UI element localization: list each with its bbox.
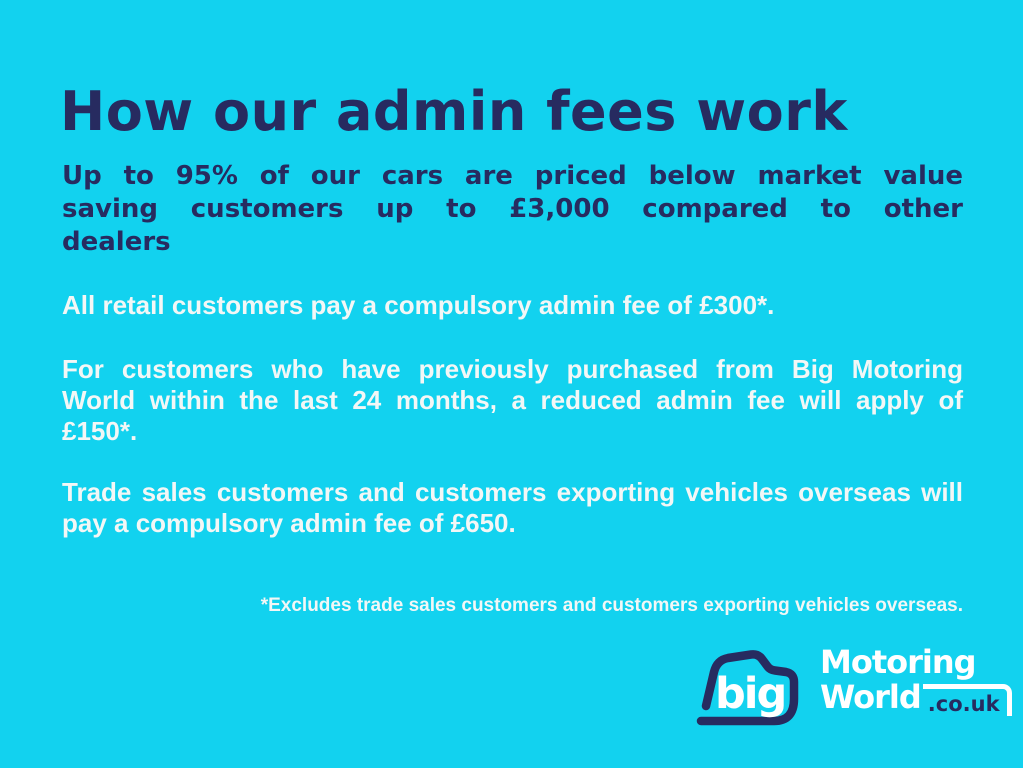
- paragraph-line: All retail customers pay a compulsory admin fee of £300*.: [62, 290, 775, 320]
- paragraph-line: For customers who have previously purchased from Big Motoring: [62, 354, 963, 384]
- intro-line: Up to 95% of our cars are priced below market value: [62, 161, 963, 191]
- brand-couk-text: .co.uk: [927, 692, 1000, 716]
- paragraph-trade-export-fee: [62, 477, 963, 539]
- page-title: How our admin fees work: [60, 80, 848, 143]
- intro-line: saving customers up to £3,000 compared to other: [62, 194, 963, 224]
- paragraph-line: Trade sales customers and customers exporting vehicles overseas will: [62, 477, 963, 507]
- paragraph-retail-fee: [62, 290, 963, 321]
- brand-world-text: World: [820, 678, 921, 716]
- brand-wordmark: [820, 637, 1012, 716]
- paragraph-line: £150*.: [62, 416, 138, 446]
- big-logo-text: big: [715, 669, 786, 719]
- big-car-logo-icon: [694, 637, 808, 743]
- big-motoring-world-logo: [694, 637, 1012, 743]
- paragraph-returning-customer-fee: [62, 354, 963, 447]
- brand-motoring-text: Motoring: [820, 643, 976, 681]
- paragraph-line: pay a compulsory admin fee of £650.: [62, 508, 516, 538]
- domain-step-frame: [923, 684, 1012, 716]
- footnote-disclaimer: *Excludes trade sales customers and customers exporting vehicles overseas.: [260, 595, 963, 616]
- intro-text: [62, 160, 963, 259]
- intro-line: dealers: [62, 227, 171, 257]
- paragraph-line: World within the last 24 months, a reduced admin fee will apply of: [62, 385, 963, 415]
